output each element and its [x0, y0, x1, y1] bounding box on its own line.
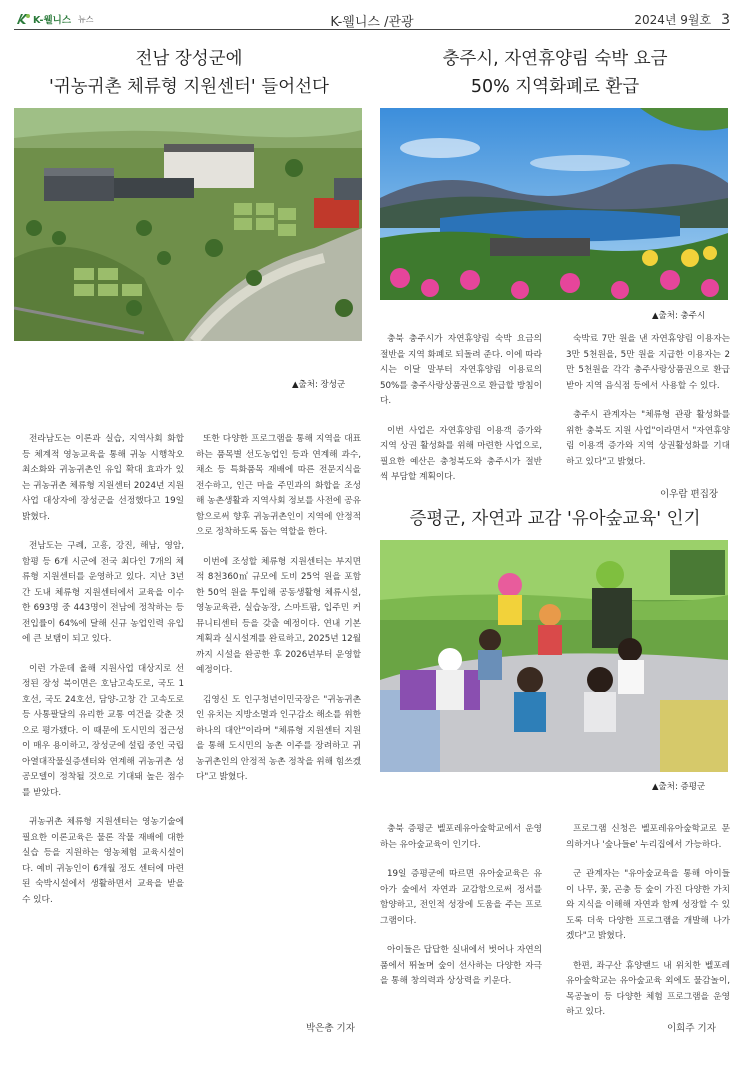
article2-headline-line2: 50% 지역화폐로 환급 [470, 77, 640, 97]
article3-paragraph: 한편, 좌구산 휴양랜드 내 위치한 벨포레유아숲학교는 유아숲교육 외에도 물감놀이, 목공놀이 등 다양한 체험 프로그램을 운영하고 있다. [566, 960, 730, 1017]
article2-column-right [566, 332, 730, 484]
page-header [14, 8, 730, 30]
article1-byline: 박은총 기자 [306, 1023, 355, 1034]
article1-column-left [22, 432, 184, 922]
article3-paragraph: 19일 증평군에 따르면 유아숲교육은 유아가 숲에서 자연과 교감함으로써 정서를 함양하고, 전인적 성장에 도움을 주는 프로그램이다. [380, 869, 542, 926]
article2-photo [380, 108, 728, 300]
article2-headline-line1: 충주시, 자연휴양림 숙박 요금 [442, 49, 668, 69]
article3-photo [380, 540, 728, 772]
article3-paragraph: 군 관계자는 "유아숲교육을 통해 아이들이 나무, 꽃, 곤충 등 숲이 가진 다양한 가치와 지식을 이해해 자연과 함께 성장할 수 있도록 더욱 다양한 프로그램을 개발해 나가겠다"고 밝혔다. [566, 869, 730, 941]
article1-paragraph: 전라남도는 이론과 실습, 지역사회 화합 등 체계적 영농교육을 통해 귀농 시행착오 최소화와 귀농귀촌인 유입 확대 효과가 있는 귀농귀촌 체류형 지원센터 2024년 지원 사업 대상자에 장성군을 선정했다고 19일 밝혔다. [22, 434, 184, 522]
logo-subtext: 뉴스 [78, 14, 94, 24]
article1-headline [14, 45, 364, 101]
page-number: 3 [721, 12, 730, 28]
article1-headline-line1: 전남 장성군에 [135, 49, 243, 69]
article3-paragraph: 충북 증평군 벨포레유아숲학교에서 운영하는 유아숲교육이 인기다. [380, 824, 542, 850]
article1-paragraph: 이런 가운데 올해 지원사업 대상지로 선정된 장성 북이면은 호남고속도로, 국도 1호선, 국도 24호선, 담양-고창 간 고속도로 등 사통팔달의 유리한 교통 여건을 갖춘 것으로 평가됐다. 이 때문에 도시민의 접근성이 매우 용이하고, 장성군에 설립 중인 국립 아열대작물실증센터와 연계해 귀농귀촌 성공모델이 정착될 것으로 기대돼 높은 점수를 받았다. [22, 663, 184, 798]
article1-paragraph: 귀농귀촌 체류형 지원센터는 영농기술에 필요한 이론교육은 물론 작물 재배에 대한 실습 등을 지원하는 영농체험 교육시설이다. 예비 귀농인이 6개월 정도 센터에 마련된 숙박시설에서 생활하면서 교육을 받을 수 있다. [22, 817, 184, 905]
article2-byline: 이우람 편집장 [660, 489, 719, 500]
article3-column-right [566, 822, 730, 1035]
article1-photo [14, 108, 362, 341]
section-title: K-웰니스 /관광 [330, 15, 414, 30]
issue-date: 2024년 9월호 [634, 13, 712, 27]
logo-text: K-웰니스 [33, 15, 72, 26]
article1-headline-line2: '귀농귀촌 체류형 지원센터' 들어선다 [49, 77, 329, 97]
article2-photo-credit: ▲출처: 충주시 [652, 311, 706, 321]
article3-headline: 증평군, 자연과 교감 '유아숲교육' 인기 [409, 509, 701, 529]
article3-paragraph: 아이들은 답답한 실내에서 벗어나 자연의 품에서 뛰놀며 숲이 선사하는 다양한 자극을 통해 창의력과 상상력을 키운다. [380, 945, 542, 986]
article3-column-left [380, 822, 542, 1004]
article1-paragraph: 전남도는 구례, 고흥, 강진, 해남, 영암, 함평 등 6개 시군에 전국 최다인 7개의 체류형 지원센터를 운영하고 있다. 지난 3년간 도내 체류형 지원센터에서 교육을 이수한 693명 중 443명이 전남에 정착하는 등 전입률이 64%에 달해 신규 농업인력 유입에 큰 보탬이 되고 있다. [22, 541, 184, 644]
article3-byline: 이희주 기자 [667, 1023, 716, 1034]
article1-column-right [196, 432, 361, 800]
article2-paragraph: 충주시 관계자는 "체류형 관광 활성화를 위한 충북도 지원 사업"이라면서 "자연휴양림 이용객 증가와 지역 상권활성화를 기대하고 있다"고 밝혔다. [566, 410, 730, 467]
article2-column-left [380, 332, 542, 500]
article1-paragraph: 이번에 조성할 체류형 지원센터는 부지면적 8천360㎡ 규모에 도비 25억 원을 포함한 50억 원을 투입해 공동생활형 체류시설, 영농교육관, 실습농장, 스마트팜, 입주민 커뮤니티센터 등을 갖출 예정이다. 연내 기본계획과 실시설계를 완료하고, 2025년 12월까지 시설을 완공한 후 2026년부터 운영할 예정이다. [196, 556, 361, 675]
article1-paragraph: 또한 다양한 프로그램을 통해 지역을 대표하는 품목별 선도농업인 등과 연계해 과수, 채소 등 특화품목 재배에 따른 전문지식을 전수하고, 인근 마을 주민과의 화합을 조성해 농촌생활과 지역사회 정보를 사전에 공유함으로써 향후 귀농귀촌인이 지역에 안정적으로 정착하도록 돕는 역할을 한다. [196, 434, 361, 537]
issue-info [634, 11, 730, 28]
article3-photo-credit: ▲출처: 증평군 [652, 782, 706, 792]
article3-paragraph: 프로그램 신청은 벨포레유아숲학교로 문의하거나 '숲나들e' 누리집에서 가능하다. [566, 824, 730, 850]
article1-photo-credit: ▲출처: 장성군 [292, 380, 346, 390]
article2-paragraph: 이번 사업은 자연휴양림 이용객 증가와 지역 상권 활성화를 위해 마련한 사업으로, 필요한 예산은 충청북도와 충주시가 절반씩 부담할 계획이다. [380, 425, 542, 482]
article2-paragraph: 충북 충주시가 자연휴양림 숙박 요금의 절반을 지역 화폐로 되돌려 준다. 이에 따라 시는 이달 말부터 자연휴양림 이용료의 50%를 충주사랑상품권으로 환급할 방침이다. [380, 334, 542, 406]
article2-headline [380, 45, 730, 101]
article1-paragraph: 김영신 도 인구청년이민국장은 "귀농귀촌인 유치는 지방소멸과 인구감소 해소를 위한 하나의 대안"이라며 "체류형 지원센터 지원을 통해 도시민의 농촌 이주를 장려하고 귀농귀촌인의 안정적 농촌 정착을 위해 힘쓰겠다"고 밝혔다. [196, 694, 361, 782]
article2-paragraph: 숙박료 7만 원을 낸 자연휴양림 이용자는 3만 5천원을, 5만 원을 지급한 이용자는 2만 5천원을 각각 충주사랑상품권으로 환급 받아 지역 음식점 등에서 사용할 수 있다. [566, 334, 730, 391]
